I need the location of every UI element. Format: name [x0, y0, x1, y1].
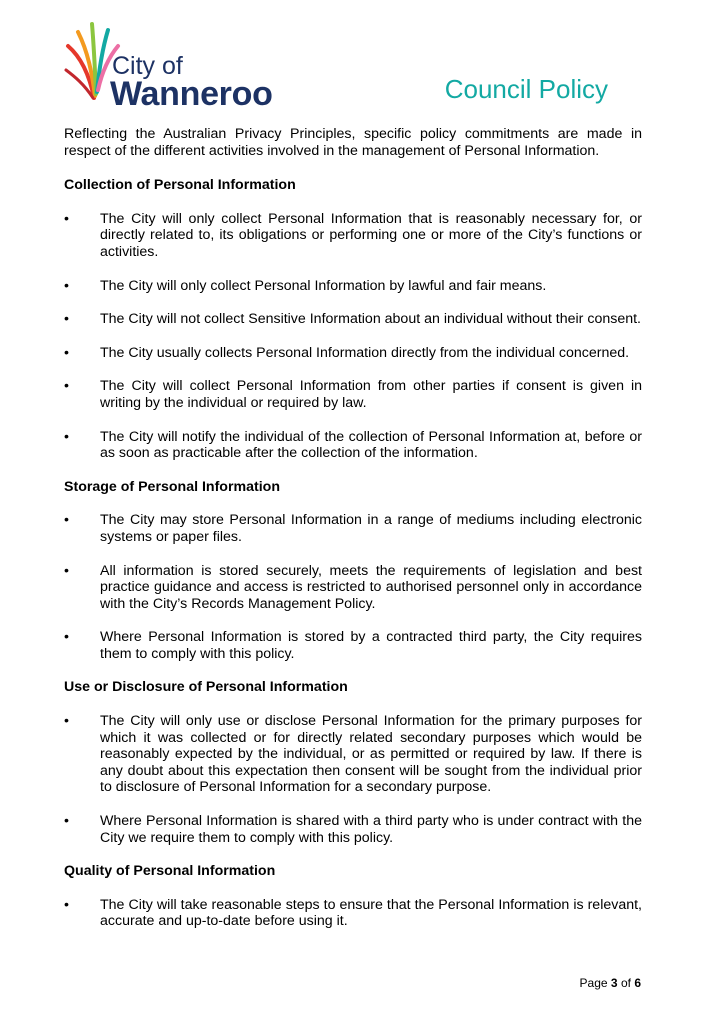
section-heading: Storage of Personal Information — [64, 478, 280, 495]
city-of-wanneroo-logo — [64, 18, 294, 113]
bullet-list — [64, 512, 642, 662]
policy-content — [64, 126, 642, 947]
section-heading: Quality of Personal Information — [64, 863, 276, 880]
page-label: Page — [579, 976, 608, 990]
bullet-list — [64, 897, 642, 930]
page-number — [580, 976, 641, 990]
page-current: 3 — [610, 976, 618, 990]
section-collection — [64, 177, 642, 462]
page-separator: of — [620, 976, 631, 990]
section-use-disclosure — [64, 679, 642, 846]
list-item: • All information is stored securely, meets the requirements of legislation and best practice guidance and access is restricted to authorised personnel only in accordance with the City’s Records Management Policy. — [64, 563, 642, 613]
logo-text-city-of: City of — [112, 52, 183, 80]
section-heading: Use or Disclosure of Personal Information — [64, 679, 348, 696]
list-item: • The City will only collect Personal Information by lawful and fair means. — [64, 278, 642, 295]
logo-text-wanneroo: Wanneroo — [110, 75, 273, 113]
list-item: • The City will collect Personal Information from other parties if consent is given in writing by the individual or required by law. — [64, 378, 642, 411]
section-storage — [64, 479, 642, 663]
intro-paragraph: Reflecting the Australian Privacy Principles, specific policy commitments are made in respect of the different activities involved in the management of Personal Information. — [64, 126, 642, 159]
list-item: • The City usually collects Personal Information directly from the individual concerned. — [64, 345, 642, 362]
list-item: • The City will take reasonable steps to ensure that the Personal Information is relevant, accurate and up-to-date before using it. — [64, 897, 642, 930]
list-item: • The City will not collect Sensitive Information about an individual without their consent. — [64, 311, 642, 328]
section-quality — [64, 863, 642, 930]
list-item: • The City will only use or disclose Personal Information for the primary purposes for which it was collected or for directly related secondary purposes which would be reasonably expected by the individual, or as permitted or required by law. If there is any doubt about this expectation then consent will be sought from the individual prior to disclosure of Personal Information for a secondary purpose. — [64, 713, 642, 796]
section-heading: Collection of Personal Information — [64, 177, 296, 194]
document-title: Council Policy — [444, 74, 608, 104]
bullet-list — [64, 211, 642, 462]
page-total: 6 — [634, 976, 641, 990]
list-item: • The City may store Personal Information in a range of mediums including electronic systems or paper files. — [64, 512, 642, 545]
list-item: • Where Personal Information is stored by a contracted third party, the City requires them to comply with this policy. — [64, 629, 642, 662]
list-item: • Where Personal Information is shared with a third party who is under contract with the City we require them to comply with this policy. — [64, 813, 642, 846]
list-item: • The City will notify the individual of the collection of Personal Information at, before or as soon as practicable after the collection of the information. — [64, 429, 642, 462]
list-item: • The City will only collect Personal Information that is reasonably necessary for, or directly related to, its obligations or performing one or more of the City’s functions or activities. — [64, 211, 642, 261]
bullet-list — [64, 713, 642, 846]
